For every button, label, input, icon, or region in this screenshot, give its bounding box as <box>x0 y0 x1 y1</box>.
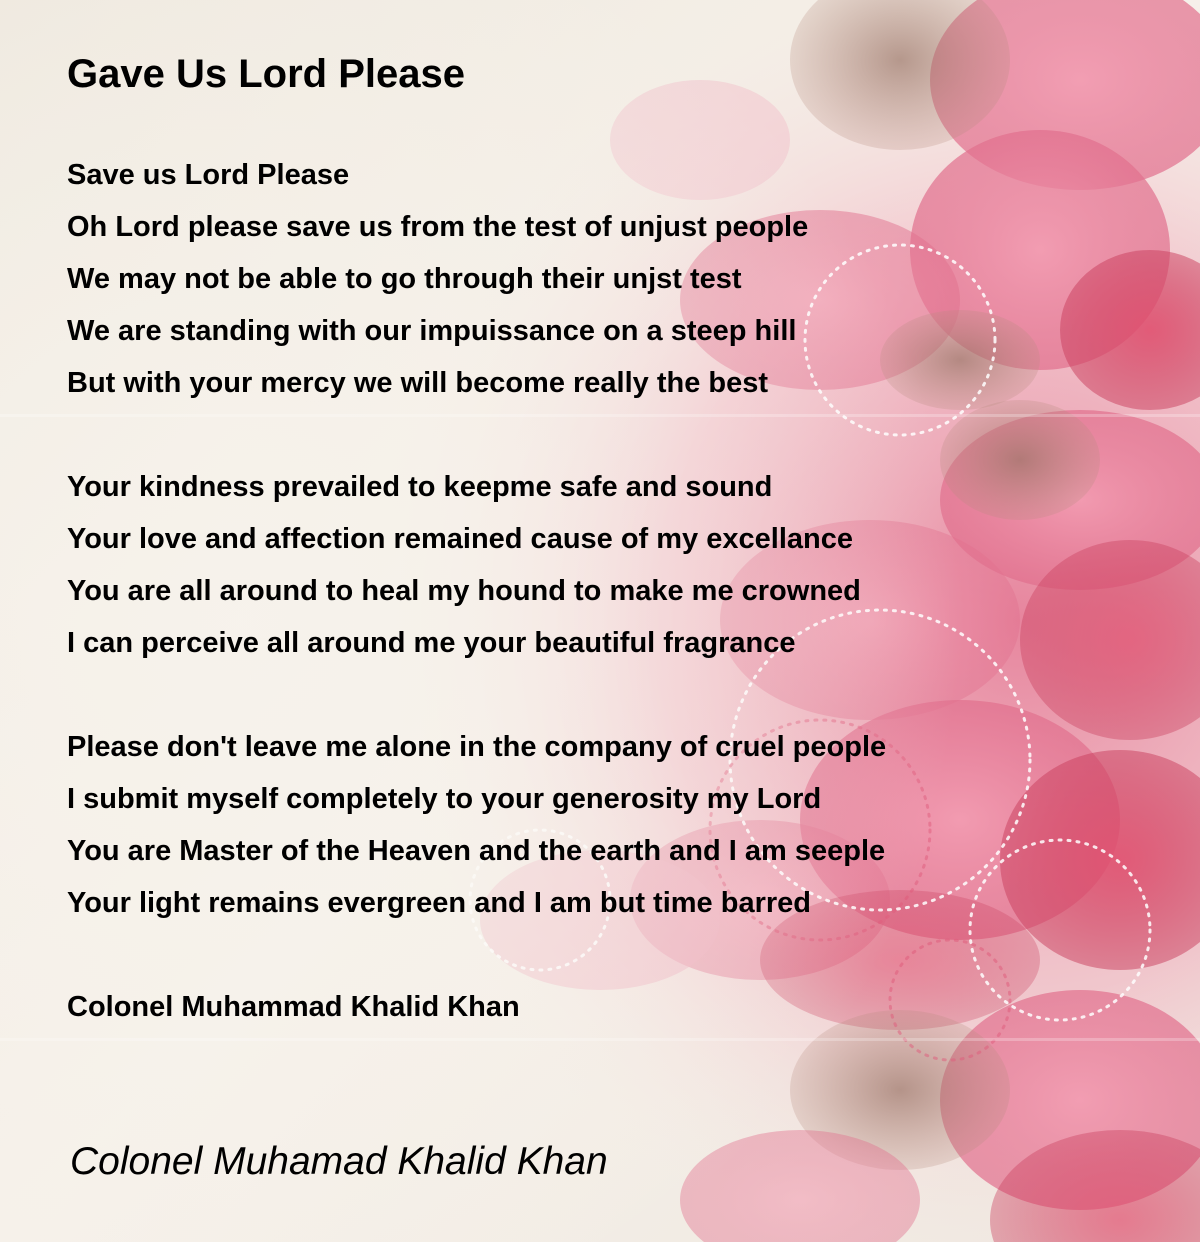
poem-line: We are standing with our impuissance on a steep hill <box>67 315 797 347</box>
poem-line: You are Master of the Heaven and the earth and I am seeple <box>67 835 886 867</box>
poem-line: But with your mercy we will become really the best <box>67 367 769 399</box>
poem-author-signature: Colonel Muhammad Khalid Khan <box>67 991 520 1023</box>
poem-line: Your light remains evergreen and I am but time barred <box>67 887 811 919</box>
poem-line: Oh Lord please save us from the test of unjust people <box>67 211 809 243</box>
poem-line: You are all around to heal my hound to make me crowned <box>67 575 861 607</box>
poem-line: I submit myself completely to your generosity my Lord <box>67 783 822 815</box>
stanza-1 <box>67 149 808 409</box>
poem-line: Your love and affection remained cause of my excellance <box>67 523 853 555</box>
poem-line: I can perceive all around me your beautiful fragrance <box>67 627 796 659</box>
stanza-3 <box>67 721 886 929</box>
poem-line: Your kindness prevailed to keepme safe and sound <box>67 471 773 503</box>
poem-title: Gave Us Lord Please <box>67 52 465 96</box>
poem-line: Please don't leave me alone in the company of cruel people <box>67 731 887 763</box>
poem-line: Save us Lord Please <box>67 159 350 191</box>
footer-author-name: Colonel Muhamad Khalid Khan <box>70 1140 608 1183</box>
stanza-2 <box>67 461 861 669</box>
poem-line: We may not be able to go through their unjst test <box>67 263 742 295</box>
